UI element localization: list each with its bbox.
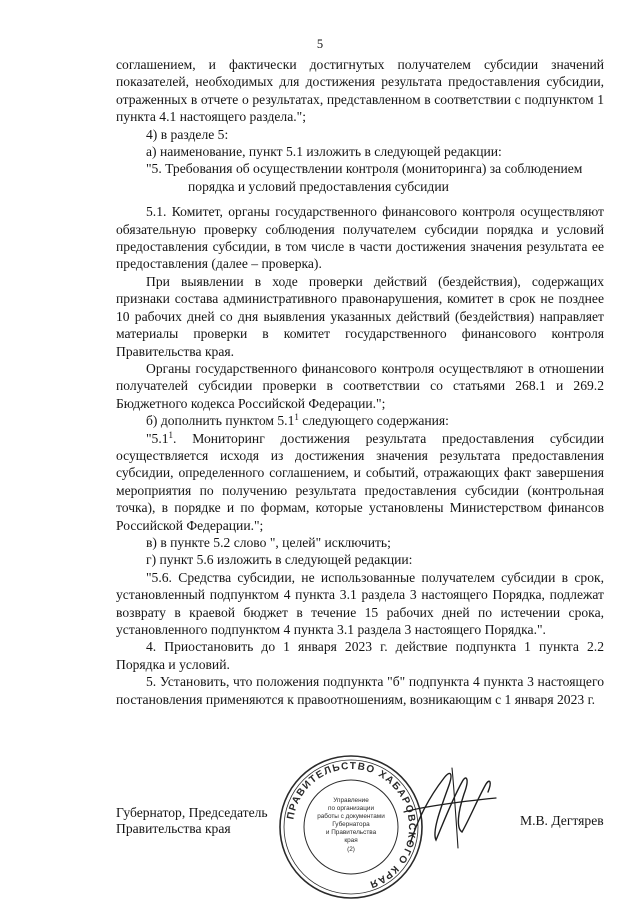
item-section-5: 4) в разделе 5: — [146, 126, 229, 142]
paragraph-5-1-1-superscript: 1 — [168, 429, 174, 440]
seal-line: и Правительства — [325, 829, 377, 836]
clause-4: 4. Приостановить до 1 января 2023 г. действие подпункта 1 пункта 2.2 Порядка и условий. — [116, 639, 604, 672]
document-body — [116, 56, 604, 708]
seal-line: работы с документами — [317, 813, 385, 820]
paragraph-5-6: "5.6. Средства субсидии, не использованные получателем субсидии в срок, установленный подпунктом 4 пункта 3.1 раздела 3 настоящего Порядка, подлежат возврату в краевой бюджет в течение 15 рабочих дней по истечении срока, установленного подпунктом 4 пункта 3.1 раздела 3 настоящего Порядка.". — [116, 569, 604, 637]
seal-line: края — [344, 837, 358, 844]
paragraph-violations: При выявлении в ходе проверки действий (бездействия), содержащих признаки состава административного правонарушения, комитет в срок не позднее 10 рабочих дней со дня выявления указанных действий (бездействия) направляет материалы проверки в комитет государственного финансового контроля Правительства края. — [116, 273, 604, 359]
paragraph-control-bodies: Органы государственного финансового контроля осуществляют в отношении получателей субсидии проверки в соответствии со статьями 268.1 и 269.2 Бюджетного кодекса Российской Федерации."; — [116, 360, 604, 411]
page-number: 5 — [316, 37, 324, 51]
paragraph-5-1: 5.1. Комитет, органы государственного финансового контроля осуществляют обязательную проверку соблюдения получателем субсидии порядка и условий предоставления субсидии, в том числе в части достижения значения результата ее предоставления (далее – проверка). — [116, 204, 604, 272]
section-5-heading-line2: порядка и условий предоставления субсидии — [188, 178, 449, 194]
item-b-superscript: 1 — [294, 412, 299, 423]
seal-line: Управление — [333, 797, 369, 804]
section-5-heading — [116, 160, 604, 195]
item-b — [116, 412, 604, 429]
paragraph-5-1-1-text: . Мониторинг достижения результата предоставления субсидии осуществляется исходя из достижения значения результата предоставления субсидии, определенного соглашением, и событий, отражающих факт завершения мероприятия по получению результата предоставления субсидии (контрольная точка), в порядке и по формам, которые установлены Министерством финансов Российской Федерации."; — [116, 430, 604, 533]
clause-5: 5. Установить, что положения подпункта "б" подпункта 4 пункта 3 настоящего постановления применяются к правоотношениям, возникающим с 1 января 2023 г. — [116, 674, 604, 707]
seal-ring-text: ПРАВИТЕЛЬСТВО ХАБАРОВСКОГО КРАЯ — [285, 760, 418, 890]
signatory-position-line1: Губернатор, Председатель — [116, 805, 268, 820]
paragraph-5-1-1 — [116, 430, 604, 534]
paragraph-5-1-1-number: "5.1 — [146, 430, 169, 446]
signatory-position — [116, 805, 268, 837]
paragraph-continuation: соглашением, и фактически достигнутых получателем субсидии значений показателей, необходимых для достижения результата предоставления субсидии, отраженных в отчете о результатах, представленном в соответствии с подпунктом 1 пункта 4.1 настоящего раздела."; — [116, 57, 604, 125]
signatory-name: М.В. Дегтярев — [520, 813, 604, 828]
item-v: в) в пункте 5.2 слово ", целей" исключить; — [146, 534, 391, 550]
item-b-text: б) дополнить пунктом 5.1 — [146, 413, 295, 429]
seal-line: (2) — [347, 846, 355, 853]
item-a: а) наименование, пункт 5.1 изложить в следующей редакции: — [146, 144, 502, 160]
section-5-heading-line1: "5. Требования об осуществлении контроля (мониторинга) за соблюдением — [146, 161, 583, 177]
item-g: г) пункт 5.6 изложить в следующей редакции: — [146, 552, 413, 568]
seal-line: по организации — [327, 805, 375, 812]
handwritten-signature — [396, 748, 506, 858]
signatory-position-line2: Правительства края — [116, 821, 231, 836]
item-b-text-end: следующего содержания: — [298, 413, 449, 429]
seal-line: Губернатора — [332, 821, 370, 828]
